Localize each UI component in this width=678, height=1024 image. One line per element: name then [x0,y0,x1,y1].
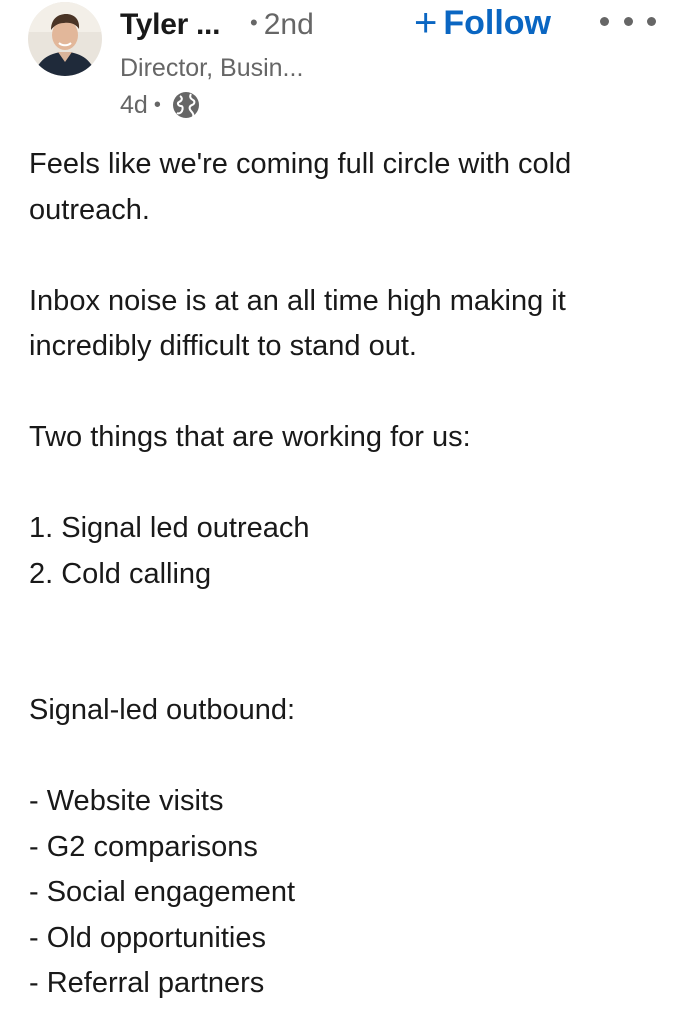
ellipsis-icon [600,17,609,26]
separator-dot: • [250,10,258,35]
post-blank-line [29,597,659,643]
post-blank-line [29,233,659,279]
post-text [29,142,659,1007]
post-blank-line [29,643,659,689]
post-text-line: Signal-led outbound: [29,694,296,726]
follow-button[interactable] [414,0,551,46]
more-options-button[interactable] [600,6,656,36]
author-name[interactable]: Tyler ... [120,8,221,41]
post-text-line: incredibly difficult to stand out. [29,330,417,362]
post-meta [120,88,201,122]
follow-label: Follow [443,3,552,42]
post-text-line: Inbox noise is at an all time high making it [29,284,566,317]
ellipsis-icon [624,17,633,26]
ellipsis-icon [647,17,656,26]
connection-degree [250,8,314,42]
plus-icon: + [414,1,438,45]
post-text-line: 2. Cold calling [29,557,212,590]
author-avatar[interactable] [28,2,102,76]
post-text-line: 1. Signal led outreach [29,512,310,544]
post-time: 4d [120,90,148,119]
post-text-line: - G2 comparisons [29,830,258,863]
post-blank-line [29,461,659,507]
globe-icon [171,90,201,120]
separator-dot: • [153,93,161,116]
post-text-line: - Old opportunities [29,921,266,954]
post-blank-line [29,734,659,780]
post-text-line: - Social engagement [29,876,295,908]
post-blank-line [29,370,659,416]
avatar-photo [28,2,102,76]
post-text-line: Feels like we're coming full circle with cold [29,148,572,180]
author-headline: Director, Busin... [120,54,304,82]
connection-degree-label: 2nd [263,8,314,41]
post-text-line: - Website visits [29,785,224,817]
post-text-line: Two things that are working for us: [29,421,471,453]
post-text-line: - Referral partners [29,967,265,999]
post-text-line: outreach. [29,193,150,226]
